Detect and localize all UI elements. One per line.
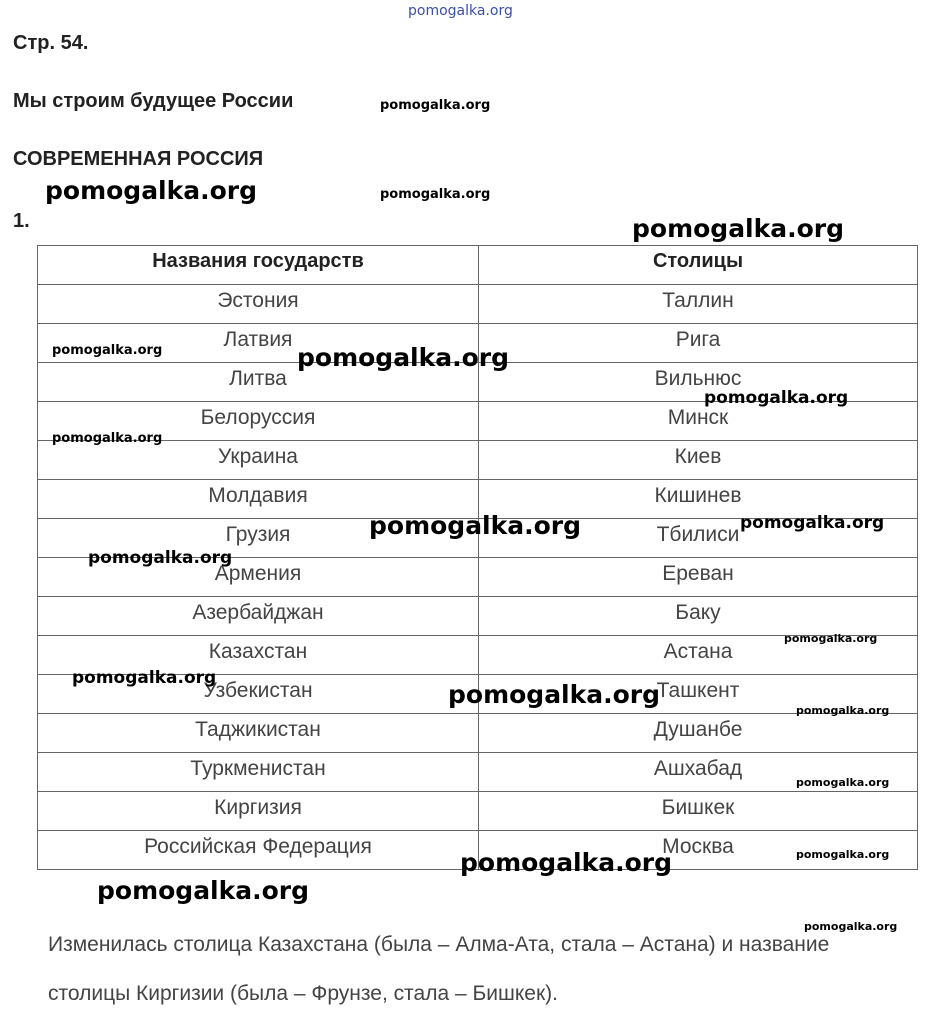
- watermark: pomogalka.org: [448, 680, 661, 709]
- watermark: pomogalka.org: [380, 187, 491, 202]
- watermark: pomogalka.org: [72, 668, 217, 688]
- country-cell: Российская Федерация: [38, 831, 479, 870]
- watermark: pomogalka.org: [704, 388, 849, 408]
- capital-cell: Таллин: [479, 285, 918, 324]
- table-header-row: [38, 246, 918, 285]
- country-cell: Казахстан: [38, 636, 479, 675]
- watermark: pomogalka.org: [88, 548, 233, 568]
- capital-cell: Кишинев: [479, 480, 918, 519]
- country-cell: Эстония: [38, 285, 479, 324]
- watermark: pomogalka.org: [45, 176, 258, 205]
- table-row: [38, 597, 918, 636]
- watermark: pomogalka.org: [380, 98, 491, 113]
- country-cell: Литва: [38, 363, 479, 402]
- watermark: pomogalka.org: [796, 848, 890, 861]
- section-title: Мы строим будущее России: [13, 90, 294, 112]
- country-cell: Киргизия: [38, 792, 479, 831]
- capital-cell: Ашхабад: [479, 753, 918, 792]
- watermark: pomogalka.org: [784, 632, 878, 645]
- watermark: pomogalka.org: [52, 343, 163, 358]
- country-cell: Азербайджан: [38, 597, 479, 636]
- table-row: [38, 441, 918, 480]
- capital-cell: Вильнюс: [479, 363, 918, 402]
- country-cell: Латвия: [38, 324, 479, 363]
- capital-cell: Минск: [479, 402, 918, 441]
- table-row: [38, 753, 918, 792]
- capital-cell: Москва: [479, 831, 918, 870]
- country-cell: Туркменистан: [38, 753, 479, 792]
- subsection-title: СОВРЕМЕННАЯ РОССИЯ: [13, 148, 264, 170]
- capital-cell: Тбилиси: [479, 519, 918, 558]
- watermark: pomogalka.org: [97, 876, 310, 905]
- country-cell: Украина: [38, 441, 479, 480]
- header-capitals: Столицы: [479, 246, 918, 285]
- watermark: pomogalka.org: [460, 848, 673, 877]
- country-cell: Белоруссия: [38, 402, 479, 441]
- watermark: pomogalka.org: [796, 704, 890, 717]
- watermark-top: pomogalka.org: [408, 3, 513, 19]
- capital-cell: Ташкент: [479, 675, 918, 714]
- watermark: pomogalka.org: [52, 431, 163, 446]
- country-cell: Молдавия: [38, 480, 479, 519]
- capital-cell: Баку: [479, 597, 918, 636]
- watermark: pomogalka.org: [297, 343, 510, 372]
- watermark: pomogalka.org: [369, 511, 582, 540]
- capital-cell: Бишкек: [479, 792, 918, 831]
- watermark: pomogalka.org: [804, 920, 898, 933]
- country-cell: Узбекистан: [38, 675, 479, 714]
- table-row: [38, 714, 918, 753]
- country-cell: Армения: [38, 558, 479, 597]
- note-line-2: столицы Киргизии (была – Фрунзе, стала – Бишкек).: [48, 982, 558, 1005]
- capital-cell: Астана: [479, 636, 918, 675]
- country-cell: Таджикистан: [38, 714, 479, 753]
- capital-cell: Ереван: [479, 558, 918, 597]
- page-reference: Стр. 54.: [13, 32, 89, 54]
- capital-cell: Киев: [479, 441, 918, 480]
- capital-cell: Душанбе: [479, 714, 918, 753]
- watermark: pomogalka.org: [632, 214, 845, 243]
- capital-cell: Рига: [479, 324, 918, 363]
- note-line-1: Изменилась столица Казахстана (была – Алма-Ата, стала – Астана) и название: [48, 933, 830, 956]
- header-countries: Названия государств: [38, 246, 479, 285]
- task-number: 1.: [13, 210, 30, 232]
- watermark: pomogalka.org: [796, 776, 890, 789]
- watermark: pomogalka.org: [740, 513, 885, 533]
- table-row: [38, 792, 918, 831]
- table-row: [38, 285, 918, 324]
- country-cell: Грузия: [38, 519, 479, 558]
